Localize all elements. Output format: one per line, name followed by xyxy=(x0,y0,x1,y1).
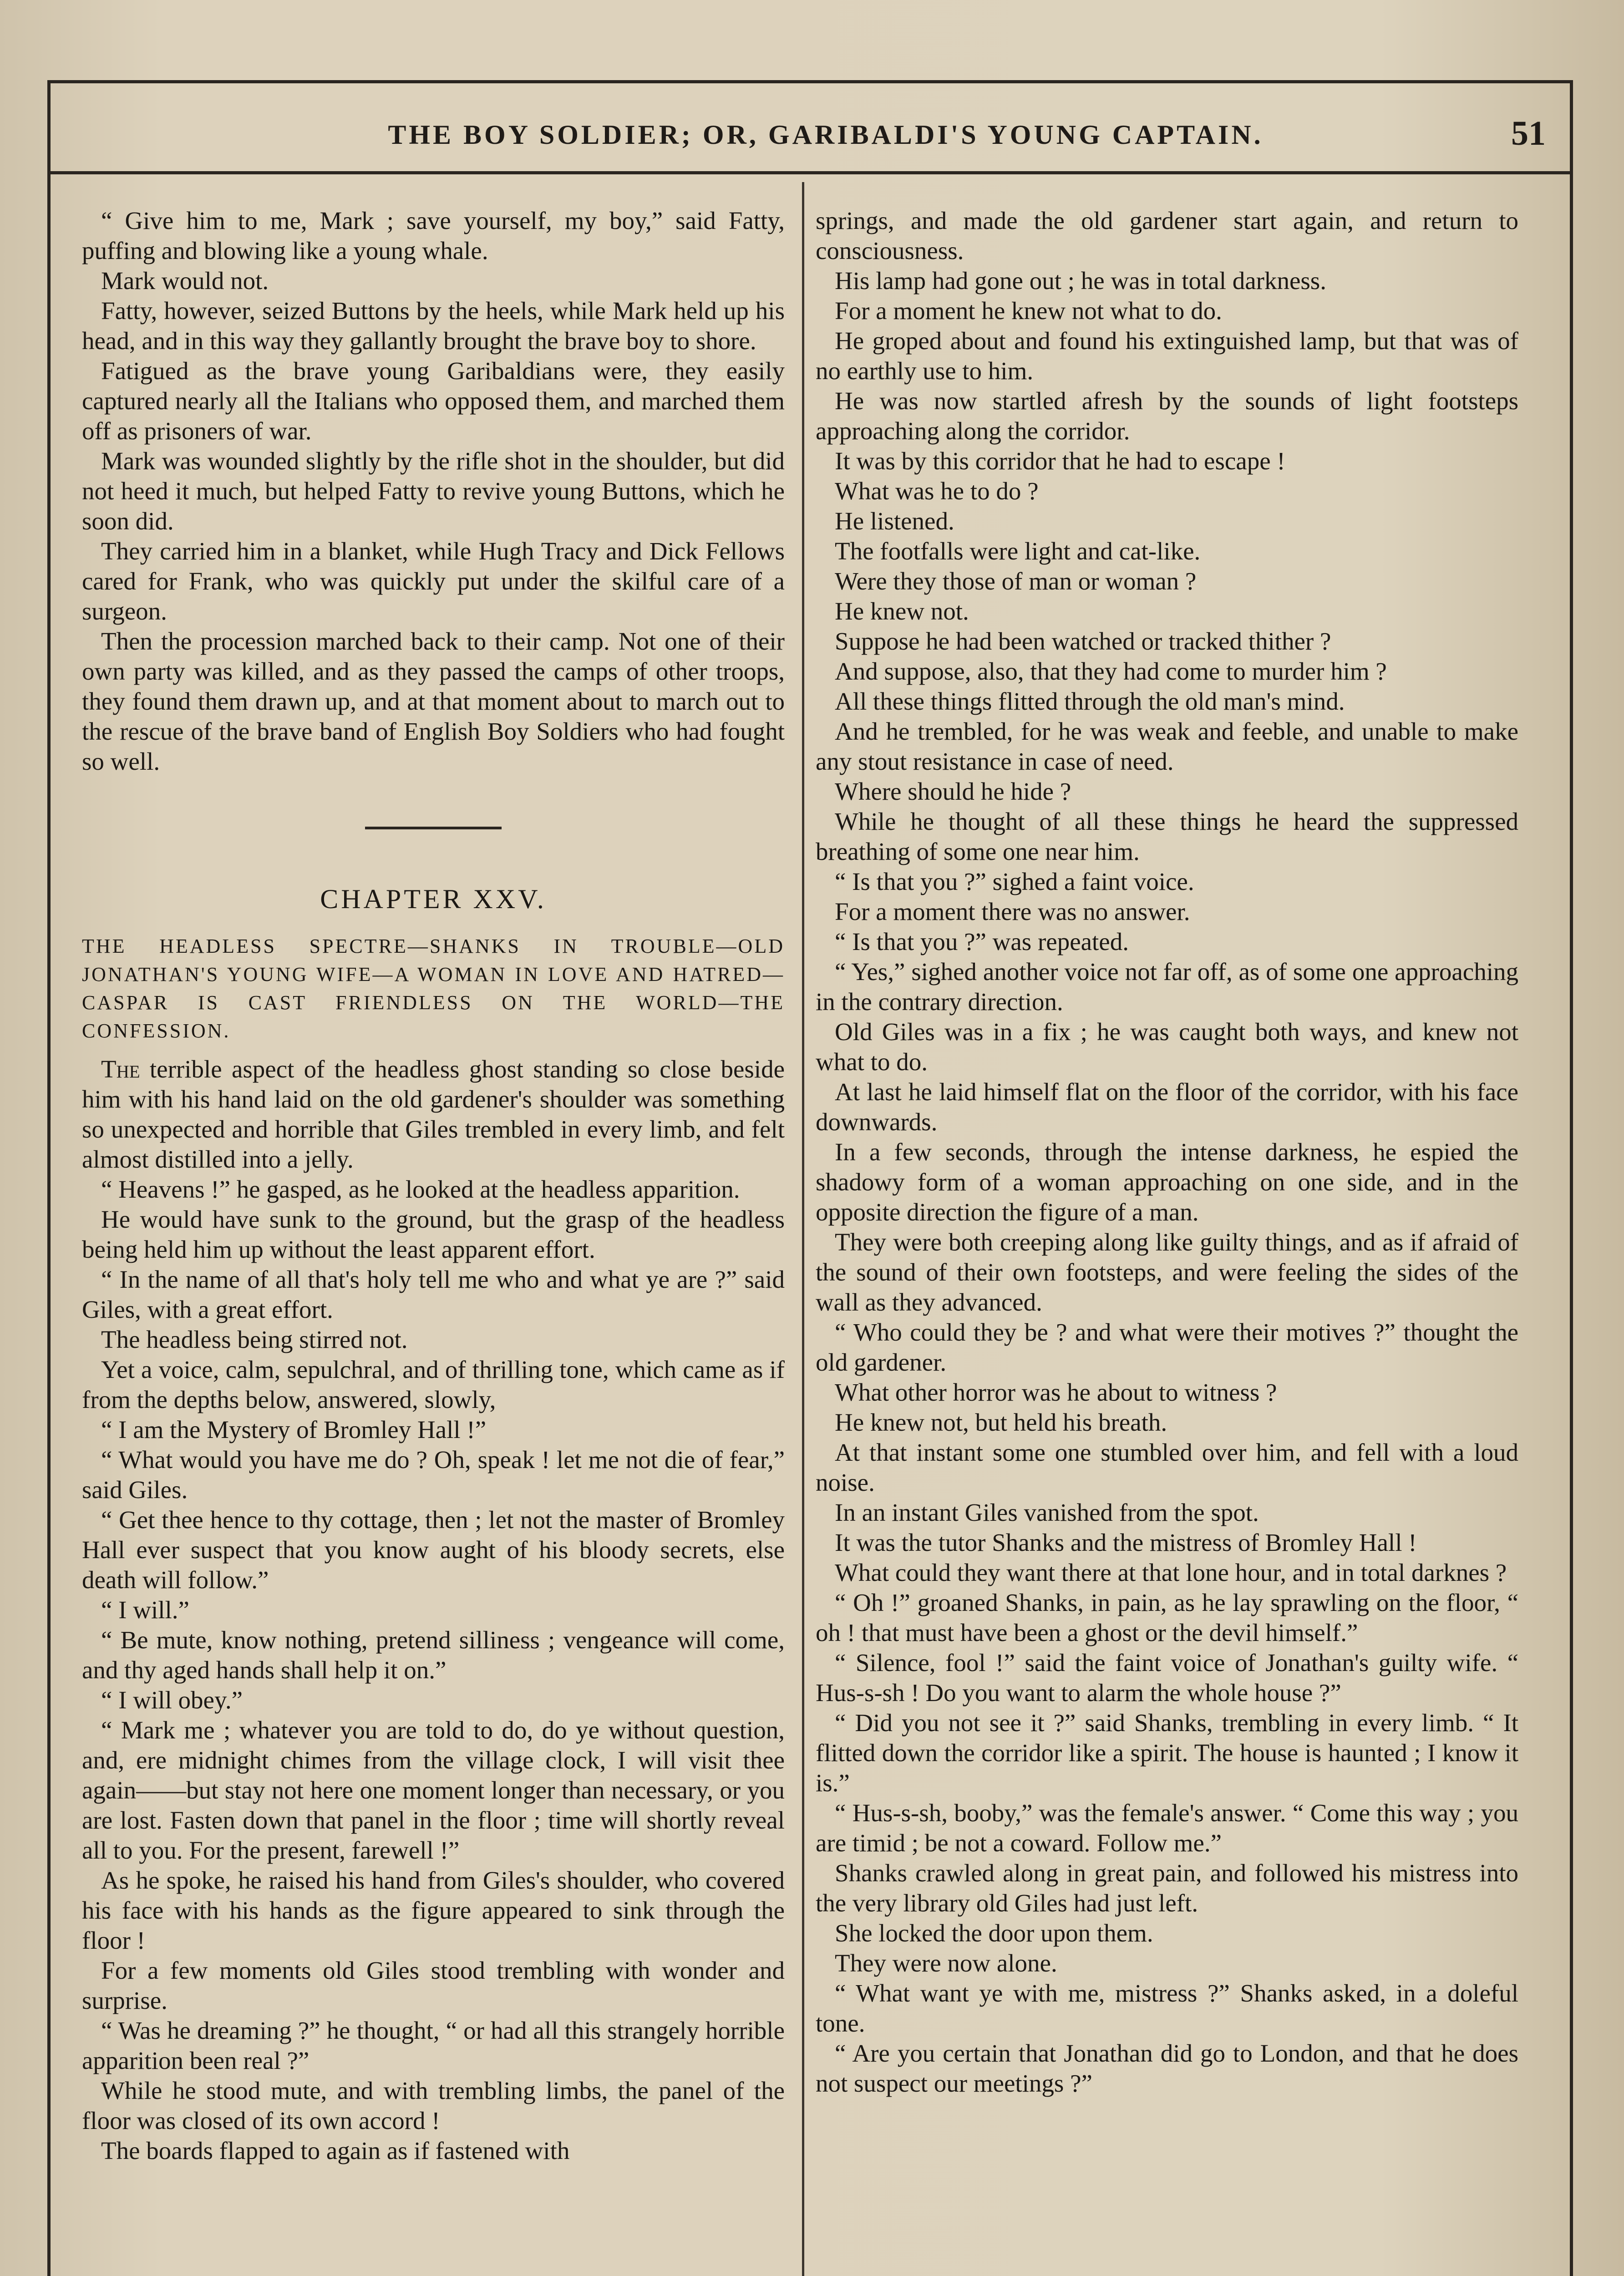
paragraph: What was he to do ? xyxy=(835,477,1039,505)
running-title: THE BOY SOLDIER; OR, GARIBALDI'S YOUNG CAPTAIN. xyxy=(388,120,1264,150)
paragraph: She locked the door upon them. xyxy=(835,1919,1153,1947)
paragraph: “ What want ye with me, mistress ?” Shanks asked, in a doleful tone. xyxy=(816,1979,1518,2037)
paragraph: The boards flapped to again as if fastened with xyxy=(101,2137,570,2164)
page-header xyxy=(47,109,1573,168)
paragraph: “ Mark me ; whatever you are told to do, do ye without question, and, ere midnight chimes from the village clock, I will visit thee again——but stay not here one moment longer than necessary, or you are lost. Fasten down that panel in the floor ; time will shortly reveal all to you. For the present, farewell !” xyxy=(82,1716,785,1864)
paragraph: They were both creeping along like guilty things, and as if afraid of the sound of their own footsteps, and were feeling the sides of the wall as they advanced. xyxy=(816,1228,1518,1316)
paragraph: And suppose, also, that they had come to murder him ? xyxy=(835,657,1387,685)
paragraph: His lamp had gone out ; he was in total darkness. xyxy=(835,267,1326,295)
paragraph: He groped about and found his extinguished lamp, but that was of no earthly use to him. xyxy=(816,327,1518,385)
chapter-opening-paragraph xyxy=(82,1054,785,1174)
left-column xyxy=(82,206,785,2166)
right-column xyxy=(816,206,1518,2098)
paragraph: As he spoke, he raised his hand from Giles's shoulder, who covered his face with his hands as the figure appeared to sink through the floor ! xyxy=(82,1866,785,1954)
paragraph: “ What would you have me do ? Oh, speak ! let me not die of fear,” said Giles. xyxy=(82,1446,785,1504)
continued-paragraph: springs, and made the old gardener start again, and return to consciousness. xyxy=(816,207,1518,264)
paragraph: “ Oh !” groaned Shanks, in pain, as he lay sprawling on the floor, “ oh ! that must have been a ghost or the devil himself.” xyxy=(816,1589,1518,1646)
paragraph: What could they want there at that lone hour, and in total darknes ? xyxy=(835,1559,1507,1586)
paragraph: “ Is that you ?” sighed a faint voice. xyxy=(835,868,1194,895)
right-paragraphs xyxy=(816,266,1518,2098)
paragraph: “ Silence, fool !” said the faint voice of Jonathan's guilty wife. “ Hus-s-sh ! Do you want to alarm the whole house ?” xyxy=(816,1649,1518,1707)
paragraph: All these things flitted through the old man's mind. xyxy=(835,687,1345,715)
paragraph: “ Hus-s-sh, booby,” was the female's answer. “ Come this way ; you are timid ; be not a coward. Follow me.” xyxy=(816,1799,1518,1857)
paragraph: He was now startled afresh by the sounds of light footsteps approaching along the corridor. xyxy=(816,387,1518,445)
paragraph: It was by this corridor that he had to escape ! xyxy=(835,447,1285,475)
chapter-title: CHAPTER XXV. xyxy=(320,884,547,914)
paragraph: “ I will obey.” xyxy=(101,1686,243,1714)
paragraph: What other horror was he about to witness ? xyxy=(835,1378,1277,1406)
paragraph: “ Yes,” sighed another voice not far off, as of some one approaching in the contrary direction. xyxy=(816,958,1518,1016)
paragraph: “ Was he dreaming ?” he thought, “ or had all this strangely horrible apparition been real ?” xyxy=(82,2017,785,2074)
paragraph: “ I will.” xyxy=(101,1596,189,1624)
paragraph: “ Be mute, know nothing, pretend silliness ; vengeance will come, and thy aged hands shall help it on.” xyxy=(82,1626,785,1684)
paragraph: He knew not, but held his breath. xyxy=(835,1408,1167,1436)
paragraph: Fatty, however, seized Buttons by the heels, while Mark held up his head, and in this way they gallantly brought the brave boy to shore. xyxy=(82,297,785,355)
chapter-synopsis: THE HEADLESS SPECTRE—SHANKS IN TROUBLE—OLD JONATHAN'S YOUNG WIFE—A WOMAN IN LOVE AND HATRED—CASPAR IS CAST FRIENDLESS ON THE WORLD—THE CONFESSION. xyxy=(82,935,785,1042)
paragraph: “ Are you certain that Jonathan did go to London, and that he does not suspect our meetings ?” xyxy=(816,2039,1518,2097)
paragraph: He knew not. xyxy=(835,597,969,625)
paragraph: At that instant some one stumbled over him, and fell with a loud noise. xyxy=(816,1438,1518,1496)
section-rule xyxy=(365,827,502,829)
paragraph: At last he laid himself flat on the floor of the corridor, with his face downwards. xyxy=(816,1078,1518,1136)
paragraph: Fatigued as the brave young Garibaldians were, they easily captured nearly all the Italians who opposed them, and marched them off as prisoners of war. xyxy=(82,357,785,445)
paragraph: Where should he hide ? xyxy=(835,777,1071,805)
header-rule xyxy=(47,171,1573,174)
paragraph: They were now alone. xyxy=(835,1949,1057,1977)
paragraph: “ I am the Mystery of Bromley Hall !” xyxy=(101,1416,487,1443)
paragraph: And he trembled, for he was weak and feeble, and unable to make any stout resistance in case of need. xyxy=(816,717,1518,775)
paragraph: Shanks crawled along in great pain, and followed his mistress into the very library old Giles had just left. xyxy=(816,1859,1518,1917)
paragraph: He would have sunk to the ground, but the grasp of the headless being held him up without the least apparent effort. xyxy=(82,1205,785,1263)
paragraph: “ Did you not see it ?” said Shanks, trembling in every limb. “ It flitted down the corridor like a spirit. The house is haunted ; I know it is.” xyxy=(816,1709,1518,1797)
left-paragraphs-before-chapter xyxy=(82,206,785,777)
paragraph: “ Give him to me, Mark ; save yourself, my boy,” said Fatty, puffing and blowing like a young whale. xyxy=(82,207,785,264)
paragraph: “ Who could they be ? and what were their motives ?” thought the old gardener. xyxy=(816,1318,1518,1376)
column-divider xyxy=(802,182,804,2276)
left-paragraphs-after-chapter xyxy=(82,1174,785,2166)
paragraph: In a few seconds, through the intense darkness, he espied the shadowy form of a woman approaching on one side, and in the opposite direction the figure of a man. xyxy=(816,1138,1518,1226)
paragraph: He listened. xyxy=(835,507,954,535)
opening-text: terrible aspect of the headless ghost standing so close beside him with his hand laid on the old gardener's shoulder was something so unexpected and horrible that Giles trembled in every limb, and felt almost distilled into a jelly. xyxy=(82,1055,785,1173)
paragraph: For a few moments old Giles stood trembling with wonder and surprise. xyxy=(82,1956,785,2014)
paragraph: For a moment there was no answer. xyxy=(835,898,1190,925)
paragraph: For a moment he knew not what to do. xyxy=(835,297,1222,325)
paragraph: Old Giles was in a fix ; he was caught both ways, and knew not what to do. xyxy=(816,1018,1518,1076)
paragraph: The footfalls were light and cat-like. xyxy=(835,537,1201,565)
paragraph: “ Get thee hence to thy cottage, then ; let not the master of Bromley Hall ever suspect that you know aught of his bloody secrets, else death will follow.” xyxy=(82,1506,785,1594)
paragraph: They carried him in a blanket, while Hugh Tracy and Dick Fellows cared for Frank, who was quickly put under the skilful care of a surgeon. xyxy=(82,537,785,625)
page-number: 51 xyxy=(1511,114,1546,152)
paragraph: It was the tutor Shanks and the mistress of Bromley Hall ! xyxy=(835,1529,1417,1556)
paragraph: While he thought of all these things he heard the suppressed breathing of some one near him. xyxy=(816,808,1518,865)
paragraph: Yet a voice, calm, sepulchral, and of thrilling tone, which came as if from the depths below, answered, slowly, xyxy=(82,1356,785,1413)
paragraph: “ Is that you ?” was repeated. xyxy=(835,928,1129,955)
paragraph: “ Heavens !” he gasped, as he looked at the headless apparition. xyxy=(101,1175,740,1203)
paragraph: In an instant Giles vanished from the spot. xyxy=(835,1499,1259,1526)
paragraph: Were they those of man or woman ? xyxy=(835,567,1197,595)
paragraph: The headless being stirred not. xyxy=(101,1326,408,1353)
paragraph: “ In the name of all that's holy tell me who and what ye are ?” said Giles, with a great effort. xyxy=(82,1265,785,1323)
paragraph: Mark would not. xyxy=(101,267,269,295)
paragraph: Suppose he had been watched or tracked thither ? xyxy=(835,627,1331,655)
opening-word: The xyxy=(101,1055,140,1083)
paragraph: While he stood mute, and with trembling limbs, the panel of the floor was closed of its own accord ! xyxy=(82,2077,785,2134)
paragraph: Mark was wounded slightly by the rifle shot in the shoulder, but did not heed it much, but helped Fatty to revive young Buttons, which he soon did. xyxy=(82,447,785,535)
paragraph: Then the procession marched back to their camp. Not one of their own party was killed, and as they passed the camps of other troops, they found them drawn up, and at that moment about to march out to the rescue of the brave band of English Boy Soldiers who had fought so well. xyxy=(82,627,785,775)
